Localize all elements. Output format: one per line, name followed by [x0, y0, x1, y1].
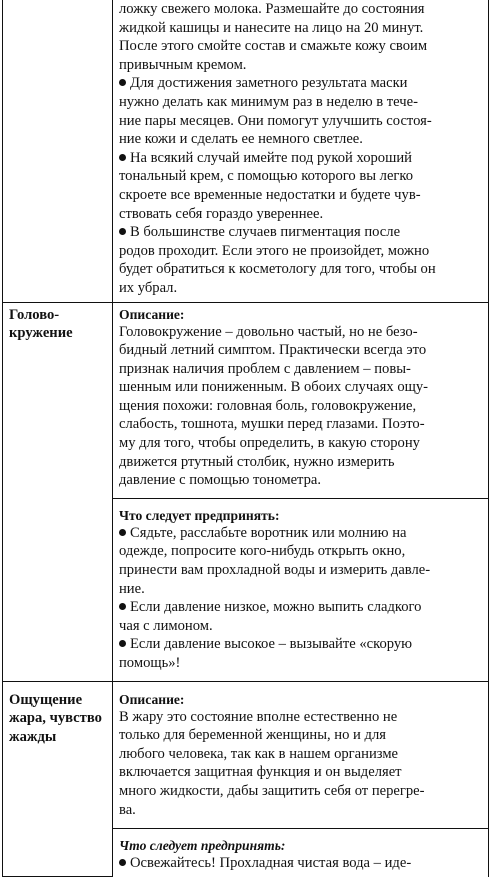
text-line: включается защитная функция и он выделяет: [119, 764, 402, 781]
text-line: родов проходит. Если этого не произойдет, можно: [119, 242, 430, 259]
text-line: будет обратиться к косметологу для того, чтобы он: [119, 261, 436, 278]
text-line: ние.: [119, 580, 145, 597]
text-line: только для беременной женщины, но и для: [119, 727, 386, 744]
text-line: скроете все временные недостатки и будете чув-: [119, 186, 421, 203]
bullet-icon: [119, 154, 126, 161]
text-line: ва.: [119, 801, 136, 818]
text-line: ствовать себя гораздо увереннее.: [119, 205, 324, 222]
term-cell: [3, 302, 113, 681]
text-line: После этого смойте состав и смажьте кожу своим: [119, 38, 428, 55]
bullet-icon: [119, 603, 126, 610]
text-line: ложку свежего молока. Размешайте до состояния: [119, 1, 425, 17]
text-line: их убрал.: [119, 279, 178, 296]
table-row: [3, 0, 489, 302]
bullet-icon: [119, 859, 126, 866]
action-heading: Что следует предпринять:: [119, 838, 286, 854]
text-line: помощь»!: [119, 655, 181, 671]
description-heading: Описание:: [119, 306, 185, 322]
text-line: слабость, тошнота, мушки перед глазами. Поэто-: [119, 416, 425, 433]
symptoms-table: [2, 0, 489, 877]
text-paragraph: [119, 0, 482, 74]
text-line: тональный крем, с помощью которого вы легко: [119, 168, 414, 185]
text-line: Если давление низкое, можно выпить сладкого: [130, 599, 422, 616]
description-cell: [113, 302, 489, 498]
text-line: На всякий случай имейте под рукой хороший: [130, 149, 412, 166]
text-line: му для того, чтобы определить, в какую сторону: [119, 435, 420, 452]
action-heading: Что следует предпринять:: [119, 507, 280, 523]
text-line: нужно делать как минимум раз в неделю в тече-: [119, 93, 418, 110]
text-line: шенным или пониженным. В обоих случаях ощу-: [119, 379, 429, 396]
text-line: Если давление высокое – вызывайте «скорую: [130, 636, 413, 653]
bullet-icon: [119, 79, 126, 86]
text-line: Сядьте, расслабьте воротник или молнию на: [130, 524, 407, 541]
description-text: [119, 708, 482, 820]
term-label: жара, чувство: [9, 710, 102, 727]
text-line: щения похожи: головная боль, головокружение,: [119, 397, 417, 414]
text-line: привычным кремом.: [119, 56, 247, 73]
text-line: любого человека, так как в нашем организме: [119, 745, 399, 762]
bullet-item: [119, 598, 482, 635]
term-label: Ощущение: [9, 691, 83, 708]
term-label: Голово-: [9, 306, 60, 323]
term-label: кружение: [9, 325, 73, 342]
text-line: признак наличия проблем с давлением – повы-: [119, 360, 411, 377]
bullet-icon: [119, 228, 126, 235]
text-line: В жару это состояние вполне естественно не: [119, 708, 398, 725]
term-cell: [3, 0, 113, 302]
bullet-icon: [119, 529, 126, 536]
text-line: много жидкости, дабы защитить себя от перегре-: [119, 782, 425, 799]
term-label: жажды: [9, 728, 57, 745]
description-heading: Описание:: [119, 691, 185, 707]
bullet-item: [119, 524, 482, 598]
text-line: Головокружение – довольно частый, но не безо-: [119, 323, 418, 340]
bullet-item: [119, 635, 482, 672]
term-cell: [3, 681, 113, 877]
text-line: ние кожи и сделать ее немного светлее.: [119, 131, 363, 148]
action-cell: [113, 498, 489, 681]
text-line: принести вам прохладной воды и измерить давле-: [119, 562, 431, 579]
bullet-icon: [119, 640, 126, 647]
text-line: давление с помощью тонометра.: [119, 472, 322, 489]
text-line: чая с лимоном.: [119, 617, 213, 634]
action-cell: [113, 829, 489, 877]
text-line: Освежайтесь! Прохладная чистая вода – иде-: [130, 855, 412, 872]
description-text: [119, 323, 482, 490]
text-line: жидкой кашицы и нанесите на лицо на 20 минут.: [119, 19, 424, 36]
bullet-item: [119, 223, 482, 297]
text-line: В большинстве случаев пигментация после: [130, 224, 401, 241]
text-line: одежде, попросите кого-нибудь открыть окно,: [119, 543, 406, 560]
table-row: [3, 681, 489, 829]
bullet-item: [119, 854, 482, 873]
text-line: Для достижения заметного результата маски: [130, 75, 408, 92]
text-line: бидный летний симптом. Практически всегда это: [119, 342, 427, 359]
text-line: движется ртутный столбик, нужно измерить: [119, 453, 395, 470]
bullet-item: [119, 74, 482, 148]
bullet-item: [119, 149, 482, 223]
content-cell: [113, 0, 489, 302]
table-row: [3, 302, 489, 498]
description-cell: [113, 681, 489, 829]
text-line: ние пары месяцев. Они помогут улучшить состоя-: [119, 112, 432, 129]
